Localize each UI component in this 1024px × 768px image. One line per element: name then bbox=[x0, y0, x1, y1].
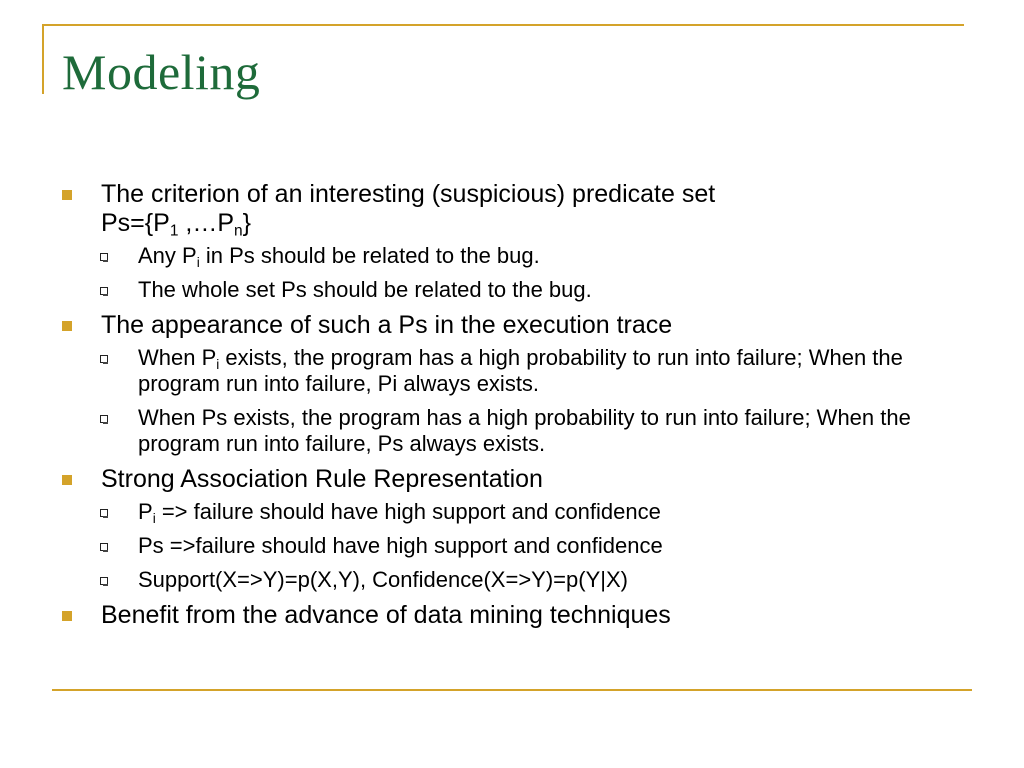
sub-bullet-ps-failure bbox=[62, 533, 962, 559]
sub-bullet-text: Ps =>failure should have high support and confidence bbox=[138, 533, 663, 558]
bullet-appearance bbox=[62, 311, 962, 340]
sub-bullet-text: Any $P_i$ in Ps should be related to the bug. bbox=[138, 243, 540, 271]
bullet-text: Strong Association Rule Representation bbox=[101, 465, 543, 493]
hollow-square-bullet-icon bbox=[100, 287, 108, 295]
sub-bullet-text: Support(X=>Y)=p(X,Y), Confidence(X=>Y)=p(Y|X) bbox=[138, 567, 628, 592]
slide-frame-top-line bbox=[42, 24, 964, 26]
square-bullet-icon bbox=[62, 190, 72, 200]
hollow-square-bullet-icon bbox=[100, 253, 108, 261]
sub-bullet-pi-failure bbox=[62, 499, 962, 525]
hollow-square-bullet-icon bbox=[100, 577, 108, 585]
hollow-square-bullet-icon bbox=[100, 509, 108, 517]
bullet-text: The criterion of an interesting (suspicious) predicate set $Ps=\{P_1$ $,\dots P_n$} bbox=[101, 180, 716, 240]
hollow-square-bullet-icon bbox=[100, 355, 108, 363]
sub-bullet-text: The whole set Ps should be related to the bug. bbox=[138, 277, 592, 302]
sub-bullet-text: When $P_i$ exists, the program has a high probability to run into failure; When the program run into failure, Pi always exists. bbox=[138, 345, 903, 396]
slide-title: Modeling bbox=[62, 44, 261, 100]
slide-frame-bottom-line bbox=[52, 689, 972, 691]
square-bullet-icon bbox=[62, 611, 72, 621]
square-bullet-icon bbox=[62, 475, 72, 485]
sub-bullet-support-confidence bbox=[62, 567, 962, 593]
slide-content bbox=[62, 180, 962, 635]
sub-bullet-whole-set bbox=[62, 277, 962, 303]
square-bullet-icon bbox=[62, 321, 72, 331]
sub-bullet-text: $P_i$ => failure should have high support and confidence bbox=[138, 499, 661, 527]
bullet-criterion bbox=[62, 180, 962, 238]
hollow-square-bullet-icon bbox=[100, 415, 108, 423]
hollow-square-bullet-icon bbox=[100, 543, 108, 551]
bullet-association-rule bbox=[62, 465, 962, 494]
sub-bullet-when-pi bbox=[62, 345, 962, 397]
bullet-text: Benefit from the advance of data mining techniques bbox=[101, 601, 671, 629]
sub-bullet-text: When Ps exists, the program has a high probability to run into failure; When the program run into failure, Ps always exists. bbox=[138, 405, 911, 456]
slide-frame-left-line bbox=[42, 24, 44, 94]
sub-bullet-any-pi bbox=[62, 243, 962, 269]
sub-bullet-when-ps bbox=[62, 405, 962, 457]
bullet-text: The appearance of such a Ps in the execution trace bbox=[101, 311, 673, 339]
bullet-data-mining bbox=[62, 601, 962, 630]
